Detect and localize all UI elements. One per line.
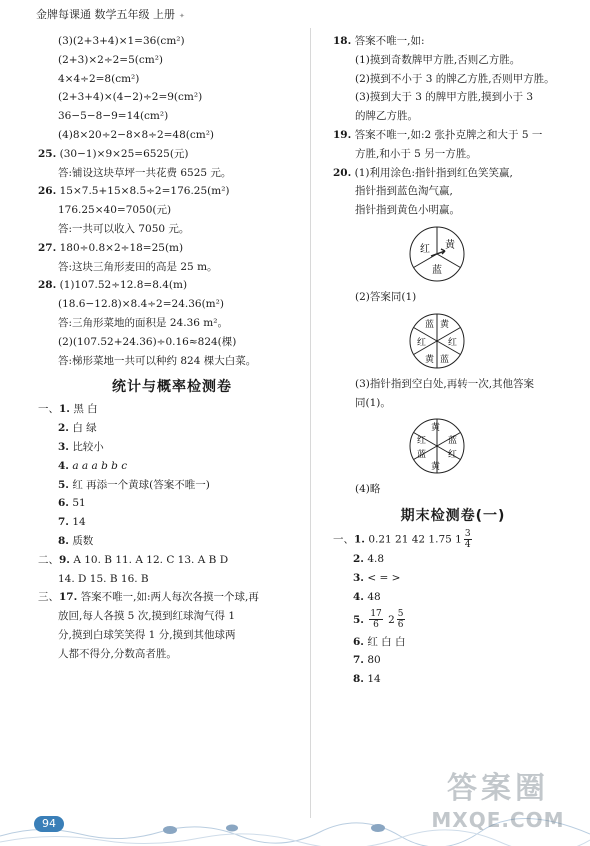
answer-text: 答案不唯一,如:两人每次各摸一个球,再 xyxy=(80,591,259,604)
answer-text: 180÷0.8×2÷18=25(m) xyxy=(59,241,184,254)
answer-text: 比较小 xyxy=(72,440,104,453)
answer-line: (3)摸到大于 3 的牌甲方胜,摸到小于 3 xyxy=(355,91,534,104)
list-item xyxy=(333,651,573,670)
list-item xyxy=(38,419,306,438)
answer-line: 分,摸到白球笑笑得 1 分,摸到其他球两 xyxy=(58,628,236,641)
answer-text: A 10. B 11. A 12. C 13. A B D xyxy=(73,553,229,566)
list-item xyxy=(333,607,573,633)
section-title: 统计与概率检测卷 xyxy=(112,379,232,396)
sector-label: 黄 xyxy=(440,319,450,330)
answer-line: 答:三角形菜地的面积是 24.36 m²。 xyxy=(58,316,228,329)
answer-line: 答:这块三角形麦田的高是 25 m。 xyxy=(58,260,218,273)
question-number: 4. xyxy=(58,459,69,472)
column-divider xyxy=(310,28,311,818)
answer-line: (2)摸到不小于 3 的牌乙方胜,否则甲方胜。 xyxy=(355,72,555,85)
question-19 xyxy=(333,126,573,145)
watermark-url: MXQE.COM xyxy=(431,808,565,832)
list-item xyxy=(38,476,306,495)
list-item xyxy=(38,494,306,513)
question-number: 28. xyxy=(38,279,57,292)
answer-text: 15×7.5+15×8.5÷2=176.25(m²) xyxy=(59,185,230,198)
question-number: 27. xyxy=(38,241,57,254)
list-item xyxy=(38,551,306,570)
question-number: 5. xyxy=(353,613,364,626)
answer-line: (2+3)×2÷2=5(cm²) xyxy=(58,53,164,66)
answer-text: 答案不唯一,如: xyxy=(354,35,425,47)
answer-line: (2)答案同(1) xyxy=(355,290,417,303)
spinner-six-sector-blank xyxy=(407,416,467,476)
part-prefix: 一、 xyxy=(333,533,354,546)
sector-label: 黄 xyxy=(425,354,435,365)
fraction-denominator: 6 xyxy=(373,620,379,631)
question-27 xyxy=(38,239,306,258)
sector-label: 红 xyxy=(448,337,458,348)
header-star-icon: ✦ xyxy=(179,12,185,20)
list-item xyxy=(333,550,573,569)
answer-line: (4)略 xyxy=(355,483,381,496)
spinner-six-sector xyxy=(407,311,467,371)
question-number: 1. xyxy=(59,403,70,416)
list-item xyxy=(38,513,306,532)
spinner-three-sector xyxy=(407,224,467,284)
question-20 xyxy=(333,164,573,183)
answer-text: 黑 白 xyxy=(73,403,98,416)
answer-line: 指针指到蓝色淘气赢, xyxy=(355,185,453,198)
answer-text: 51 xyxy=(72,497,86,510)
answer-line: 36−5−8−9=14(cm²) xyxy=(58,110,169,123)
question-number: 6. xyxy=(353,635,364,648)
sector-label: 红 xyxy=(417,436,427,447)
answer-text: 红 白 白 xyxy=(367,635,406,648)
sector-label: 黄 xyxy=(445,239,455,251)
list-item: 14. D 15. B 16. B xyxy=(58,572,149,585)
sector-label: 蓝 xyxy=(448,436,458,447)
sector-label: 黄 xyxy=(431,423,441,434)
question-number: 26. xyxy=(38,185,57,198)
question-number: 6. xyxy=(58,497,69,510)
answer-line: (18.6−12.8)×8.4÷2=24.36(m²) xyxy=(58,298,224,311)
fish-icon xyxy=(163,826,177,834)
page-header xyxy=(36,6,185,22)
answer-line: (3)(2+3+4)×1=36(cm²) xyxy=(58,35,185,47)
question-number: 18. xyxy=(333,35,352,47)
sector-label: 红 xyxy=(420,243,430,255)
list-item xyxy=(38,400,306,419)
question-number: 7. xyxy=(353,654,364,667)
answer-line: (4)8×20÷2−8×8÷2=48(cm²) xyxy=(58,128,215,141)
part-prefix: 一、 xyxy=(38,403,59,416)
mixed-whole: 2 xyxy=(388,613,395,626)
question-number: 9. xyxy=(59,553,70,566)
question-number: 17. xyxy=(59,591,78,604)
answer-line: 的牌乙方胜。 xyxy=(355,110,418,123)
answer-text: a a a b b c xyxy=(72,459,128,472)
answer-line: 同(1)。 xyxy=(355,396,391,409)
answer-line: 176.25×40=7050(元) xyxy=(58,204,172,217)
question-number: 8. xyxy=(353,673,364,686)
question-number: 1. xyxy=(354,533,365,546)
sector-label: 蓝 xyxy=(417,450,427,461)
list-item xyxy=(333,588,573,607)
list-item xyxy=(333,529,573,550)
answer-text: (1)利用涂色:指针指到红色笑笑赢, xyxy=(354,166,513,179)
answer-text: 质数 xyxy=(72,534,94,547)
answer-line: (1)摸到奇数牌甲方胜,否则乙方胜。 xyxy=(355,53,521,66)
answer-text: 白 绿 xyxy=(72,422,97,435)
answer-line: 方胜,和小于 5 另一方胜。 xyxy=(355,147,477,160)
part-prefix: 二、 xyxy=(38,553,59,566)
answer-text: (1)107.52÷12.8=8.4(m) xyxy=(59,279,188,292)
fish-icon xyxy=(371,824,385,832)
part-prefix: 三、 xyxy=(38,591,59,604)
question-number: 2. xyxy=(58,422,69,435)
question-number: 3. xyxy=(58,440,69,453)
answer-line: 人都不得分,分数高者胜。 xyxy=(58,647,177,660)
question-number: 3. xyxy=(353,571,364,584)
answer-text: (30−1)×9×25=6525(元) xyxy=(59,147,189,160)
list-item xyxy=(38,532,306,551)
answer-line: 放回,每人各摸 5 次,摸到红球淘气得 1 xyxy=(58,610,236,623)
fraction-numerator: 17 xyxy=(370,609,382,620)
fish-icon xyxy=(226,825,238,832)
list-item xyxy=(38,438,306,457)
answer-line: 答:梯形菜地一共可以种约 824 棵大白菜。 xyxy=(58,354,257,367)
answer-text: 4.8 xyxy=(367,553,385,566)
question-number: 4. xyxy=(353,590,364,603)
answer-line: 答:铺设这块草坪一共花费 6525 元。 xyxy=(58,166,232,179)
question-25 xyxy=(38,145,306,164)
answer-line: (2)(107.52+24.36)÷0.16≈824(棵) xyxy=(58,335,237,348)
answer-text: 80 xyxy=(367,654,381,667)
page-number: 94 xyxy=(34,816,64,832)
section-title: 期末检测卷(一) xyxy=(400,508,506,525)
header-title: 金牌每课通 数学五年级 上册 xyxy=(36,8,175,21)
fraction xyxy=(397,609,405,630)
question-number: 19. xyxy=(333,128,352,141)
question-number: 2. xyxy=(353,553,364,566)
question-number: 8. xyxy=(58,534,69,547)
list-item xyxy=(333,569,573,588)
answer-line: 4×4÷2=8(cm²) xyxy=(58,72,140,85)
question-28 xyxy=(38,276,306,295)
question-number: 7. xyxy=(58,516,69,529)
question-number: 20. xyxy=(333,166,352,179)
left-column xyxy=(38,32,306,664)
answer-text: 14 xyxy=(72,516,86,529)
fraction-numerator: 3 xyxy=(464,529,471,540)
fraction-numerator: 5 xyxy=(397,609,404,620)
list-item xyxy=(333,633,573,652)
answer-line: 答:一共可以收入 7050 元。 xyxy=(58,222,190,235)
question-number: 5. xyxy=(58,478,69,491)
fraction xyxy=(369,609,382,630)
question-26 xyxy=(38,182,306,201)
fraction-denominator: 6 xyxy=(397,620,404,631)
answer-text: 红 再添一个黄球(答案不唯一) xyxy=(72,478,210,491)
answer-text: 48 xyxy=(367,590,381,603)
question-18 xyxy=(333,32,573,51)
sector-label: 红 xyxy=(448,450,458,461)
answer-line: 指针指到黄色小明赢。 xyxy=(355,204,460,217)
list-item xyxy=(38,588,306,607)
fraction xyxy=(464,529,472,550)
answer-text: 答案不唯一,如:2 张扑克牌之和大于 5 一 xyxy=(354,128,543,141)
answer-text: < = > xyxy=(367,571,401,584)
right-column xyxy=(333,32,573,689)
list-item xyxy=(38,457,306,476)
question-number: 25. xyxy=(38,147,57,160)
sector-label: 蓝 xyxy=(425,319,435,330)
answer-line: (3)指针指到空白处,再转一次,其他答案 xyxy=(355,377,535,390)
sector-label: 红 xyxy=(417,337,427,348)
answer-line: (2+3+4)×(4−2)÷2=9(cm²) xyxy=(58,91,203,104)
answer-text: 0.21 21 42 1.75 1 xyxy=(368,533,462,546)
list-item xyxy=(333,670,573,689)
watermark-main: 答案圈 xyxy=(447,771,549,806)
fraction-denominator: 4 xyxy=(464,540,471,551)
watermark-logo xyxy=(412,770,584,840)
answer-text: 14 xyxy=(367,673,381,686)
sector-label: 蓝 xyxy=(432,264,442,276)
sector-label: 黄 xyxy=(431,462,441,473)
sector-label: 蓝 xyxy=(440,354,450,365)
